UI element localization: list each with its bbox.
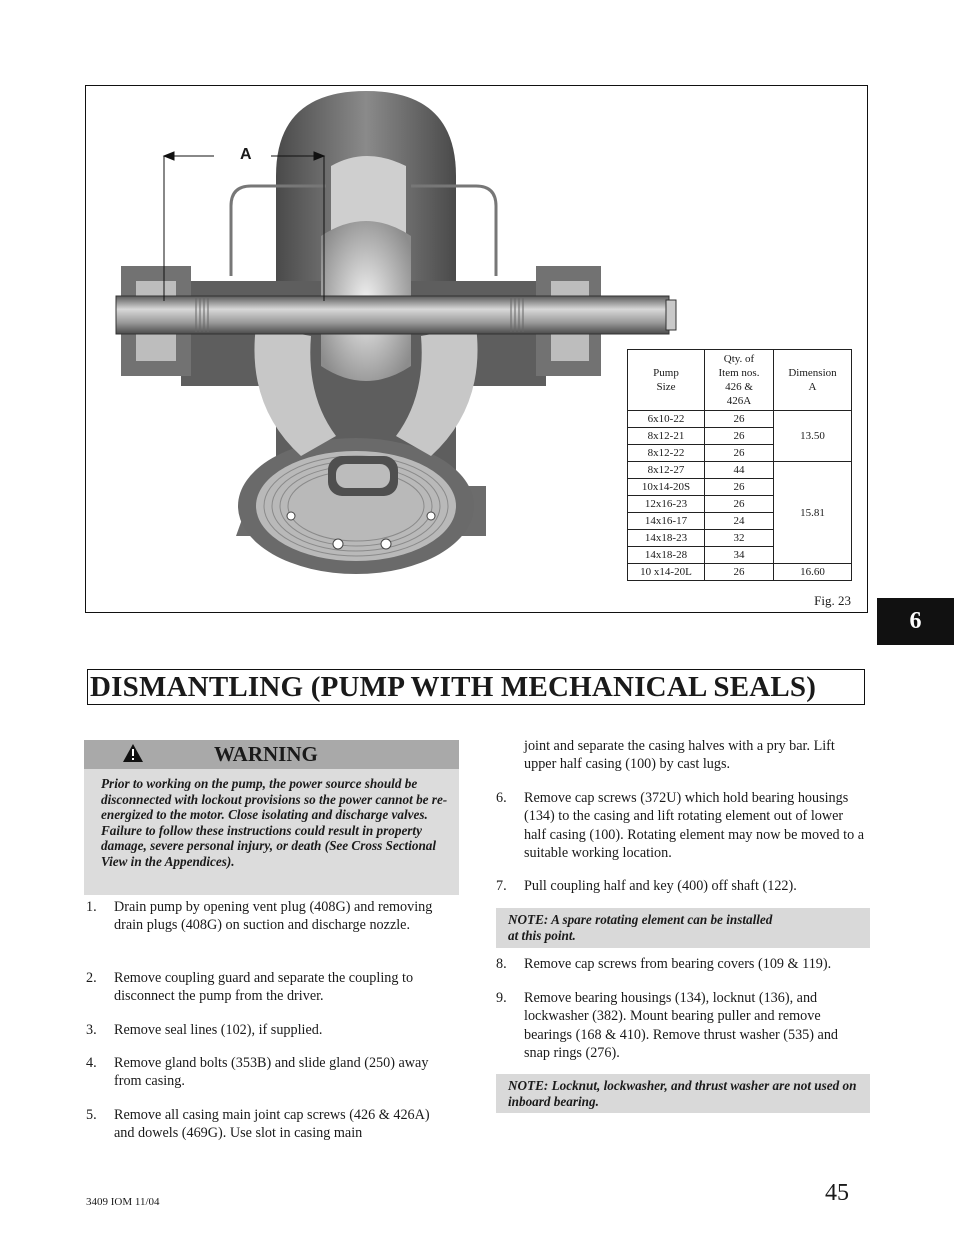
- step-text: Remove cap screws (372U) which hold bearing housings (134) to the casing and lift rotating element out of lower half casing (100). Rotating element may now be moved to a suitable working location.: [524, 790, 865, 861]
- page-title: DISMANTLING (PUMP WITH MECHANICAL SEALS): [87, 669, 865, 705]
- cell-dimension: 13.50: [774, 411, 852, 462]
- cell-qty: 32: [705, 530, 774, 547]
- document-id: 3409 IOM 11/04: [86, 1196, 160, 1208]
- cell-qty: 26: [705, 564, 774, 581]
- step-number: 2.: [86, 970, 97, 986]
- cell-size: 8x12-22: [628, 445, 705, 462]
- page-number: 45: [825, 1180, 849, 1206]
- step-text: Drain pump by opening vent plug (408G) and removing drain plugs (408G) on suction and discharge nozzle.: [114, 899, 433, 934]
- cell-size: 8x12-27: [628, 462, 705, 479]
- cell-qty: 24: [705, 513, 774, 530]
- cell-qty: 44: [705, 462, 774, 479]
- cell-size: 8x12-21: [628, 428, 705, 445]
- warning-header: [84, 740, 459, 769]
- warning-triangle-icon: [122, 743, 144, 763]
- step-5-continued: [524, 737, 864, 774]
- warning-title: WARNING: [214, 742, 318, 766]
- cell-qty: 26: [705, 411, 774, 428]
- cell-qty: 26: [705, 445, 774, 462]
- step-number: 5.: [86, 1107, 97, 1123]
- cell-size: 12x16-23: [628, 496, 705, 513]
- cell-size: 14x16-17: [628, 513, 705, 530]
- step-text: Remove coupling guard and separate the coupling to disconnect the pump from the driver.: [114, 970, 414, 1005]
- cell-size: 14x18-28: [628, 547, 705, 564]
- cell-qty: 26: [705, 496, 774, 513]
- step-text: Remove gland bolts (353B) and slide gland (250) away from casing.: [114, 1055, 429, 1090]
- figure-caption: Fig. 23: [814, 593, 851, 608]
- dimension-table: [627, 349, 852, 581]
- table-row: [628, 462, 852, 479]
- step-number: 7.: [496, 878, 507, 894]
- cell-size: 10 x14-20L: [628, 564, 705, 581]
- step-number: 9.: [496, 990, 507, 1006]
- cell-dimension: 15.81: [774, 462, 852, 564]
- step-text: Remove bearing housings (134), locknut (136), and lockwasher (382). Mount bearing puller and remove bearings (168 & 410). Remove thrust washer (535) and snap rings (276).: [524, 990, 839, 1061]
- cell-qty: 34: [705, 547, 774, 564]
- table-row: [628, 564, 852, 581]
- note-inboard-bearing: NOTE: Locknut, lockwasher, and thrust washer are not used on inboard bearing.: [496, 1074, 870, 1113]
- step-number: 3.: [86, 1022, 97, 1038]
- dimension-table-header: [628, 350, 852, 411]
- cell-qty: 26: [705, 479, 774, 496]
- cell-size: 14x18-23: [628, 530, 705, 547]
- cell-size: 10x14-20S: [628, 479, 705, 496]
- cell-dimension: 16.60: [774, 564, 852, 581]
- figure-frame: [85, 85, 868, 613]
- step-number: 1.: [86, 899, 97, 915]
- header-dimension-a: Dimension A: [774, 350, 852, 411]
- header-qty-items: Qty. of Item nos. 426 & 426A: [705, 350, 774, 411]
- step-text: joint and separate the casing halves with a pry bar. Lift upper half casing (100) by cast lugs.: [524, 738, 835, 773]
- section-tab: 6: [877, 598, 954, 645]
- note-spare-rotating-element: NOTE: A spare rotating element can be installed at this point.: [496, 908, 870, 948]
- table-row: [628, 411, 852, 428]
- cell-qty: 26: [705, 428, 774, 445]
- warning-body: Prior to working on the pump, the power source should be disconnected with lockout provisions so the power cannot be re- energized to the motor. Close isolating and discharge valves. Failure to follow these instructions could result in property damage, severe personal injury, or death (See Cross Sectional View in the Appendices).: [84, 769, 459, 895]
- step-number: 8.: [496, 956, 507, 972]
- step-number: 4.: [86, 1055, 97, 1071]
- cell-size: 6x10-22: [628, 411, 705, 428]
- step-number: 6.: [496, 790, 507, 806]
- step-text: Remove seal lines (102), if supplied.: [114, 1022, 323, 1038]
- step-text: Pull coupling half and key (400) off shaft (122).: [524, 878, 797, 894]
- header-pump-size: Pump Size: [628, 350, 705, 411]
- step-text: Remove cap screws from bearing covers (109 & 119).: [524, 956, 832, 972]
- dimension-a-label: A: [240, 146, 252, 163]
- step-text: Remove all casing main joint cap screws (426 & 426A) and dowels (469G). Use slot in casing main: [114, 1107, 430, 1142]
